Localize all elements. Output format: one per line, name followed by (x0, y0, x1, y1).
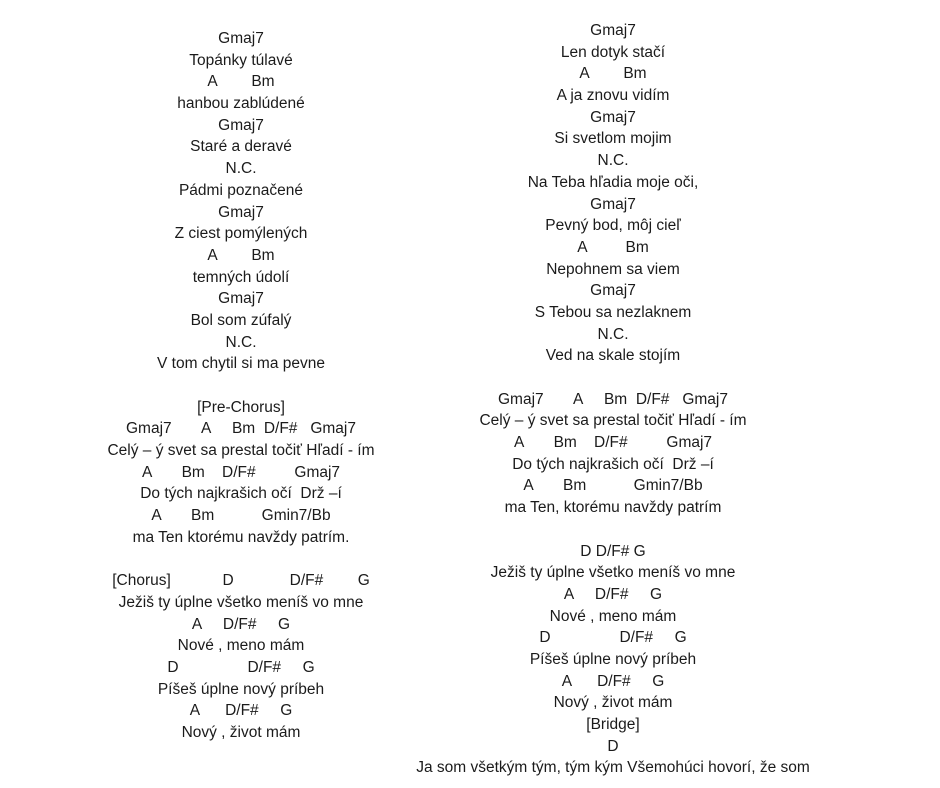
lyric-line: temných údolí (192, 268, 290, 286)
section-label: [Pre-Chorus] (197, 398, 285, 416)
chord-line: Gmaj7 (218, 290, 264, 308)
chord-line: N.C. (225, 333, 257, 351)
chord-line: N.C. (597, 152, 629, 170)
lyric-line: Si svetlom mojim (554, 130, 672, 148)
lyric-line: Píšeš úplne nový príbeh (529, 650, 697, 668)
lyric-line: Z ciest pomýlených (174, 225, 308, 243)
lyric-line: ma Ten ktorému navždy patrím. (132, 528, 350, 546)
chord-line: D D/F# G (539, 629, 687, 647)
lyric-line: Na Teba hľadia moje oči, (527, 173, 699, 191)
chord-line: Gmaj7 (590, 22, 636, 39)
chord-line: A D/F# G (189, 702, 293, 720)
lyric-line: Bol som zúfalý (190, 311, 292, 329)
chord-line: Gmaj7 (218, 116, 264, 134)
chord-line: Gmaj7 (590, 108, 636, 126)
lyrics-column-right (383, 20, 843, 779)
lyric-line: Ja som všetkým tým, tým kým Všemohúci hovorí, že som (416, 759, 810, 777)
lyric-line: V tom chytil si ma pevne (157, 355, 325, 373)
chord-line: A D/F# G (191, 615, 291, 633)
chord-line: D (607, 737, 619, 755)
lyric-line: Nové , meno mám (177, 637, 305, 655)
lyric-line: Ježiš ty úplne všetko meníš vo mne (118, 593, 364, 611)
chord-line: Gmaj7 (218, 30, 264, 47)
chord-line: A D/F# G (563, 585, 663, 603)
chord-line: Gmaj7 (218, 203, 264, 221)
blank-line (383, 519, 843, 541)
section-label: [Bridge] (586, 716, 640, 733)
lyric-line: S Tebou sa nezlaknem (534, 303, 692, 321)
chord-line: A Bm (579, 65, 647, 83)
chord-line: A D/F# G (561, 672, 665, 690)
lyric-line: Staré a deravé (190, 138, 292, 156)
chord-line: Gmaj7 (590, 195, 636, 213)
lyric-line: hanbou zablúdené (177, 95, 305, 113)
lyric-line: Pádmi poznačené (178, 181, 304, 199)
chord-line: Gmaj7 A Bm D/F# Gmaj7 (498, 390, 728, 408)
chord-line: A Bm Gmin7/Bb (151, 507, 331, 525)
chord-line: A Bm Gmin7/Bb (523, 477, 703, 495)
lyric-line: Topánky túlavé (189, 51, 293, 69)
chord-line: A Bm (207, 73, 275, 91)
lyric-line: Nepohnem sa viem (546, 260, 680, 278)
lyric-line: Celý – ý svet sa prestal točiť Hľadí - ím (107, 442, 375, 460)
lyric-line: ma Ten, ktorému navždy patrím (504, 499, 722, 517)
chord-line: A Bm D/F# Gmaj7 (141, 463, 341, 481)
lyric-line: Nový , život mám (181, 724, 301, 741)
chord-line: A Bm D/F# Gmaj7 (513, 434, 713, 452)
lyric-line: Len dotyk stačí (560, 43, 666, 61)
chord-line: N.C. (225, 160, 257, 178)
chord-line: Gmaj7 (590, 282, 636, 300)
lyric-line: A ja znovu vidím (556, 87, 670, 105)
lyric-line: Pevný bod, môj cieľ (545, 217, 681, 235)
chord-line: D D/F# G (167, 658, 315, 676)
lyric-line: Ved na skale stojím (545, 347, 681, 365)
chord-line: Gmaj7 A Bm D/F# Gmaj7 (126, 420, 356, 438)
lyric-line: Do tých najkrašich očí Drž –í (512, 455, 714, 473)
blank-line (383, 367, 843, 389)
chord-line: A Bm (577, 238, 649, 256)
chord-line: D D/F# G (580, 542, 646, 560)
lyric-line: Celý – ý svet sa prestal točiť Hľadí - ím (479, 412, 747, 430)
lyric-line: Ježiš ty úplne všetko meníš vo mne (490, 564, 736, 582)
lyric-line: Píšeš úplne nový príbeh (157, 680, 325, 698)
lyric-line: Do tých najkrašich očí Drž –í (140, 485, 342, 503)
lyric-line: Nové , meno mám (549, 607, 677, 625)
chord-line: A Bm (207, 246, 275, 264)
chord-line: N.C. (597, 325, 629, 343)
lyric-line: Nový , život mám (553, 694, 673, 712)
chord-line: [Chorus] D D/F# G (112, 572, 370, 590)
